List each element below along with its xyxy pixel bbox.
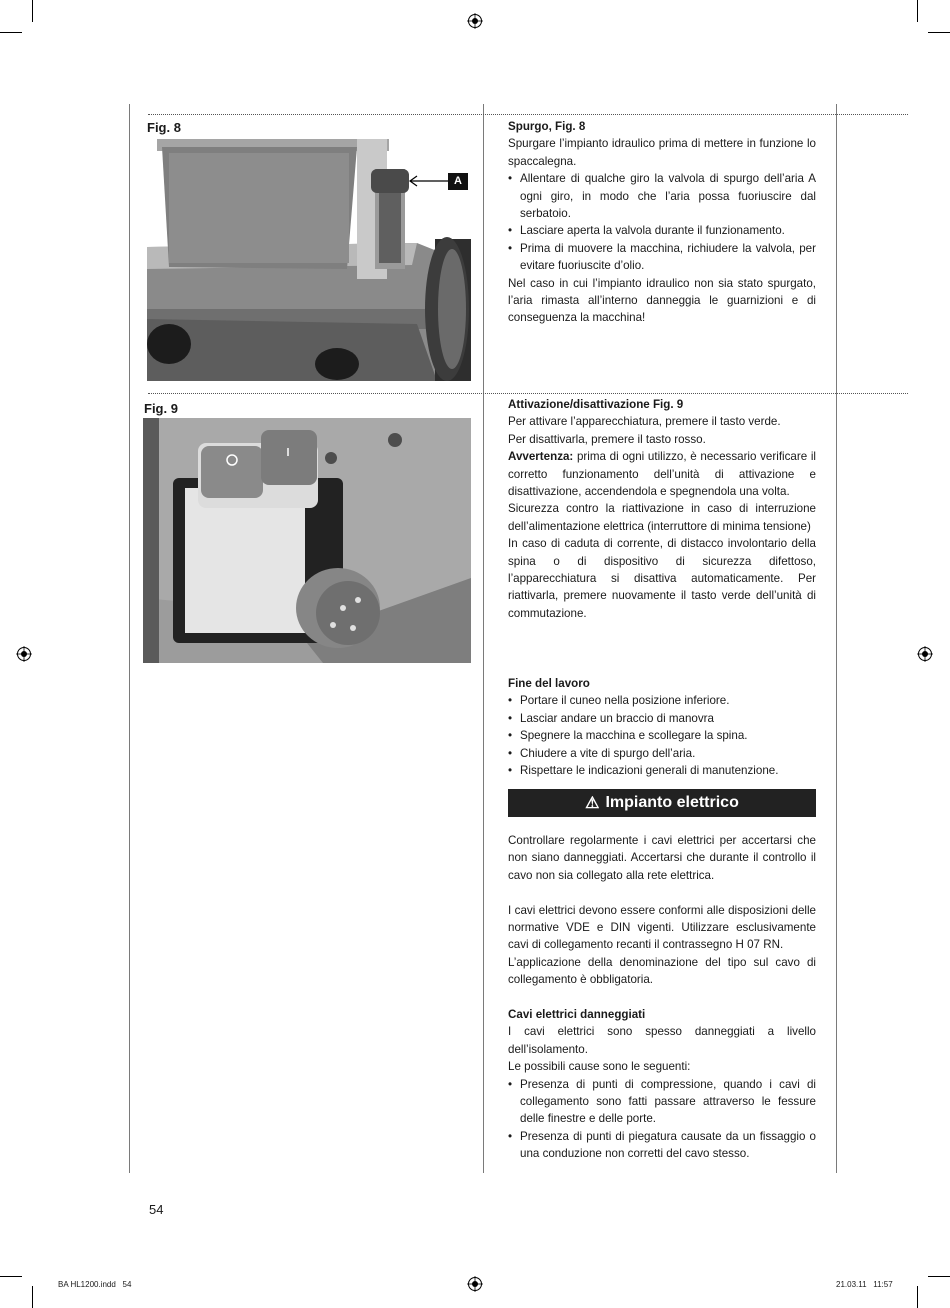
paragraph: Spurgare l’impianto idraulico prima di mettere in funzione lo spaccalegna. — [508, 137, 816, 168]
figure-label: Fig. 8 — [147, 120, 181, 135]
section-heading: Attivazione/disattivazione Fig. 9 — [508, 398, 684, 411]
footer-file: BA HL1200.indd 54 — [58, 1280, 132, 1289]
list-item: • Lasciare aperta la valvola durante il funzionamento. — [508, 222, 816, 239]
section-heading: Spurgo, Fig. 8 — [508, 120, 586, 133]
bullet-list — [508, 170, 816, 274]
section-separator — [148, 393, 908, 394]
list-item: • Portare il cuneo nella posizione inferiore. — [508, 692, 816, 709]
paragraph: Per disattivarla, premere il tasto rosso. — [508, 432, 706, 446]
column-rule — [483, 104, 484, 1173]
registration-mark-icon — [467, 13, 483, 29]
paragraph: I cavi elettrici devono essere conformi alle disposizioni delle normative VDE e DIN vigenti. Utilizzare esclusivamente cavi di collegamento recanti il contrassegno H 07 RN. — [508, 903, 816, 952]
section-banner — [508, 789, 816, 817]
section-separator — [148, 114, 908, 115]
crop-mark — [928, 32, 950, 33]
paragraph: In caso di caduta di corrente, di distacco involontario della spina o di dispositivo di sicurezza difettoso, l’apparecchiatura si disattiva automaticamente. Per riattivarla, premere nuovamente il tasto verde dell’unità di commutazione. — [508, 537, 816, 620]
list-item: • Lasciar andare un braccio di manovra — [508, 710, 816, 727]
section-attivazione — [508, 396, 816, 622]
section-fine-lavoro — [508, 675, 816, 779]
paragraph: Controllare regolarmente i cavi elettrici per accertarsi che non siano danneggiati. Accertarsi che durante il controllo il cavo non sia collegato alla rete elettrica. — [508, 834, 816, 882]
crop-mark — [928, 1276, 950, 1277]
figure-9-photo — [143, 418, 471, 663]
bullet-list — [508, 1076, 816, 1163]
list-item: • Allentare di qualche giro la valvola di spurgo dell’aria A ogni giro, in modo che l’aria possa fuoriuscire dal serbatoio. — [508, 170, 816, 222]
footer-timestamp: 21.03.11 11:57 — [836, 1280, 893, 1289]
bullet-list — [508, 692, 816, 779]
callout-label: A — [448, 173, 468, 190]
banner-title: Impianto elettrico — [605, 794, 739, 811]
paragraph: I cavi elettrici sono spesso danneggiati a livello dell’isolamento. — [508, 1025, 816, 1056]
column-rule — [129, 104, 130, 1173]
warning-triangle-icon: ⚠ — [585, 795, 600, 812]
paragraph: Nel caso in cui l’impianto idraulico non sia stato spurgato, l’aria rimasta all’interno danneggia le guarnizioni e di conseguenza la macchina! — [508, 276, 816, 325]
warning-label: Avvertenza: — [508, 450, 574, 464]
section-spurgo — [508, 118, 816, 327]
page-number: 54 — [149, 1202, 164, 1217]
paragraph: Per attivare l’apparecchiatura, premere il tasto verde. — [508, 415, 781, 429]
figure-label: Fig. 9 — [144, 401, 178, 416]
list-item: • Presenza di punti di piegatura causate da un fissaggio o una conduzione non corretti del cavo stesso. — [508, 1128, 816, 1163]
list-item: • Chiudere a vite di spurgo dell’aria. — [508, 745, 816, 762]
crop-mark — [32, 0, 33, 22]
crop-mark — [32, 1286, 33, 1308]
list-item: • Prima di muovere la macchina, richiudere la valvola, per evitare fuoriuscite d’olio. — [508, 240, 816, 275]
warning-text: prima di ogni utilizzo, è necessario verificare il corretto funzionamento dell’unità di attivazione e disattivazione, accendendola e spegnendola una volta. — [508, 450, 816, 499]
column-rule — [836, 104, 837, 1173]
paragraph: Le possibili cause sono le seguenti: — [508, 1060, 691, 1074]
crop-mark — [0, 32, 22, 33]
section-heading: Cavi elettrici danneggiati — [508, 1008, 646, 1022]
paragraph: Sicurezza contro la riattivazione in caso di interruzione dell’alimentazione elettrica (interruttore di minima tensione) — [508, 502, 816, 533]
list-item: • Spegnere la macchina e scollegare la spina. — [508, 727, 816, 744]
registration-mark-icon — [917, 646, 933, 662]
callout-arrow-icon — [407, 174, 449, 188]
crop-mark — [917, 1286, 918, 1308]
list-item: • Presenza di punti di compressione, quando i cavi di collegamento sono fatti passare attraverso le fessure delle finestre e delle porte. — [508, 1076, 816, 1128]
crop-mark — [0, 1276, 22, 1277]
registration-mark-icon — [467, 1276, 483, 1292]
registration-mark-icon — [16, 646, 32, 662]
crop-mark — [917, 0, 918, 22]
paragraph: L’applicazione della denominazione del tipo sul cavo di collegamento è obbligatoria. — [508, 955, 816, 987]
list-item: • Rispettare le indicazioni generali di manutenzione. — [508, 762, 816, 779]
warning-paragraph — [508, 448, 816, 500]
section-impianto-elettrico — [508, 832, 816, 1163]
section-heading: Fine del lavoro — [508, 677, 590, 690]
